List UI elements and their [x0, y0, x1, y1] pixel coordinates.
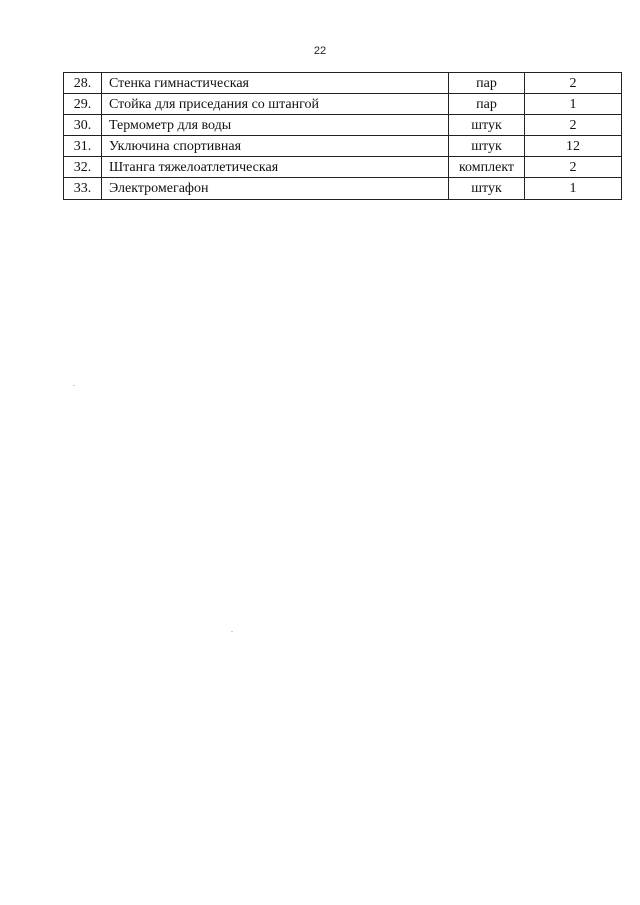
- item-unit: комплект: [449, 157, 525, 178]
- row-number: 31.: [64, 136, 102, 157]
- item-quantity: 2: [525, 73, 622, 94]
- item-unit: штук: [449, 136, 525, 157]
- table-row: [64, 136, 622, 157]
- row-number: 33.: [64, 178, 102, 200]
- item-quantity: 1: [525, 94, 622, 115]
- item-quantity: 12: [525, 136, 622, 157]
- item-name: Уключина спортивная: [102, 136, 449, 157]
- table-row: [64, 178, 622, 200]
- item-quantity: 2: [525, 157, 622, 178]
- item-unit: пар: [449, 73, 525, 94]
- table-row: [64, 73, 622, 94]
- row-number: 29.: [64, 94, 102, 115]
- item-quantity: 2: [525, 115, 622, 136]
- item-name: Стойка для приседания со штангой: [102, 94, 449, 115]
- item-unit: штук: [449, 115, 525, 136]
- item-name: Термометр для воды: [102, 115, 449, 136]
- table-row: [64, 157, 622, 178]
- item-quantity: 1: [525, 178, 622, 200]
- scan-speck: [231, 631, 233, 632]
- table-row: [64, 115, 622, 136]
- item-name: Штанга тяжелоатлетическая: [102, 157, 449, 178]
- row-number: 30.: [64, 115, 102, 136]
- item-name: Электромегафон: [102, 178, 449, 200]
- item-unit: штук: [449, 178, 525, 200]
- row-number: 28.: [64, 73, 102, 94]
- page-number: 22: [313, 45, 327, 57]
- table-row: [64, 94, 622, 115]
- item-unit: пар: [449, 94, 525, 115]
- equipment-table: [63, 72, 622, 200]
- row-number: 32.: [64, 157, 102, 178]
- scan-speck: [73, 385, 75, 386]
- item-name: Стенка гимнастическая: [102, 73, 449, 94]
